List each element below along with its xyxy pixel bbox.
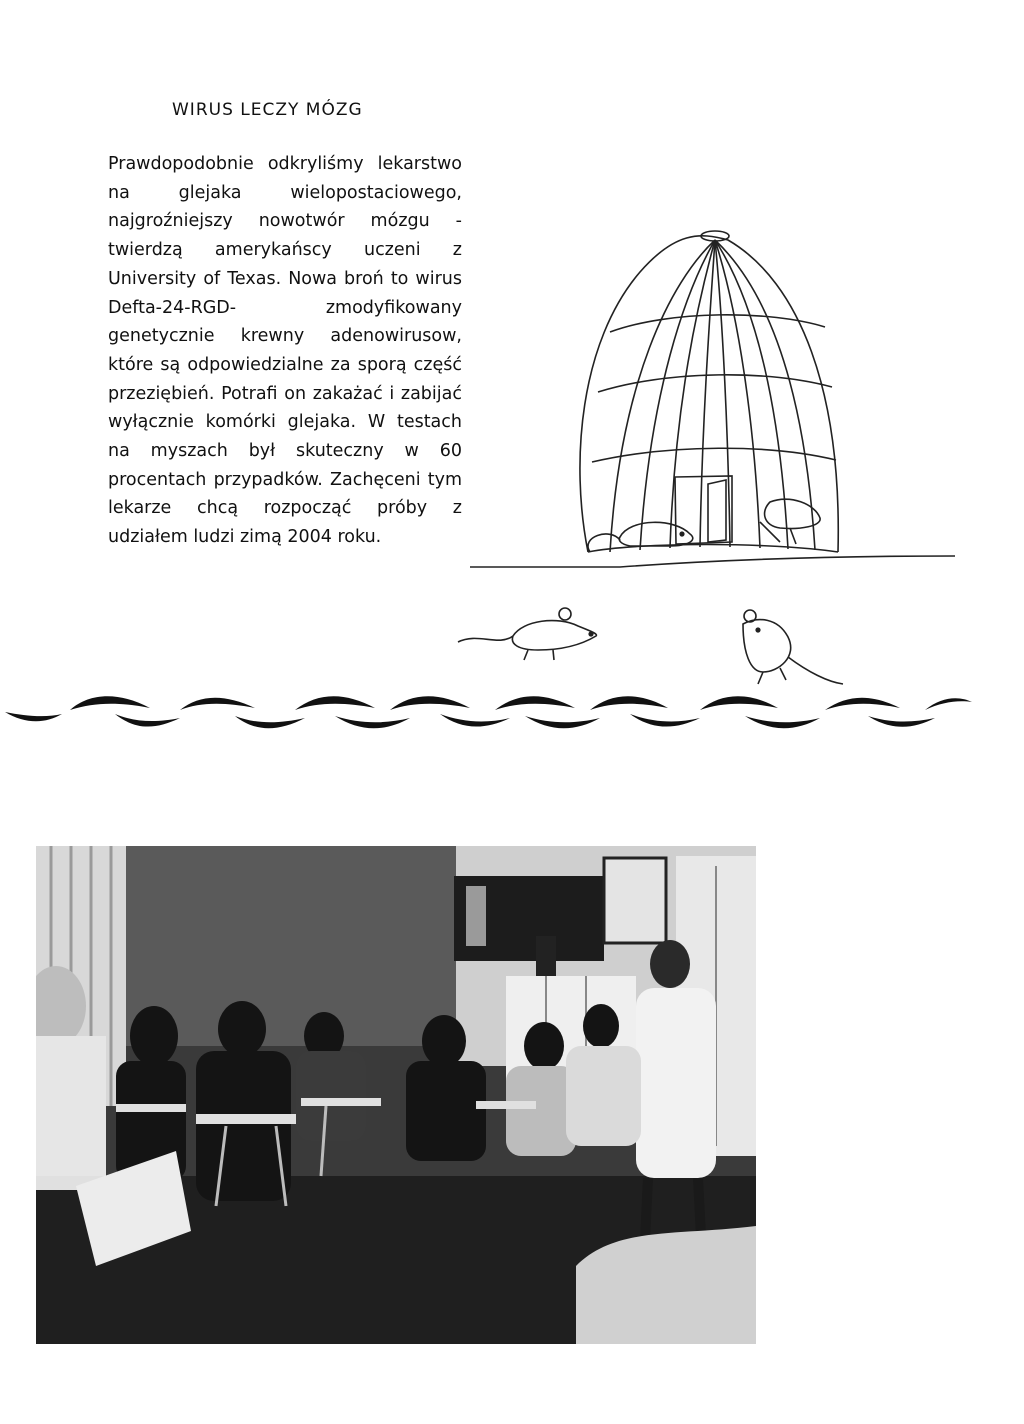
birdcage-drawing	[470, 222, 870, 582]
mice-drawing	[458, 602, 858, 692]
article-body	[108, 150, 462, 552]
article-paragraph: Prawdopodobnie odkryliśmy lekarstwo na glejaka wielopostaciowego, najgroźniejszy nowotwór mózgu - twierdzą amerykańscy uczeni z University of Texas. Nowa broń to wirus Defta-24-RGD- zmodyfikowany genetycznie krewny adenowirusow, które są odpowiedzialne za sporą część przeziębień. Potrafi on zakażać i zabijać wyłącznie komórki glejaka. W testach na myszach był skuteczny w 60 procentach przypadków. Zachęceni tym lekarze chcą rozpocząć próby z udziałem ludzi zimą 2004 roku.	[108, 154, 462, 548]
classroom-photo	[36, 846, 756, 1344]
article-title: WIRUS LECZY MÓZG	[172, 100, 363, 120]
wave-divider	[0, 690, 1024, 750]
